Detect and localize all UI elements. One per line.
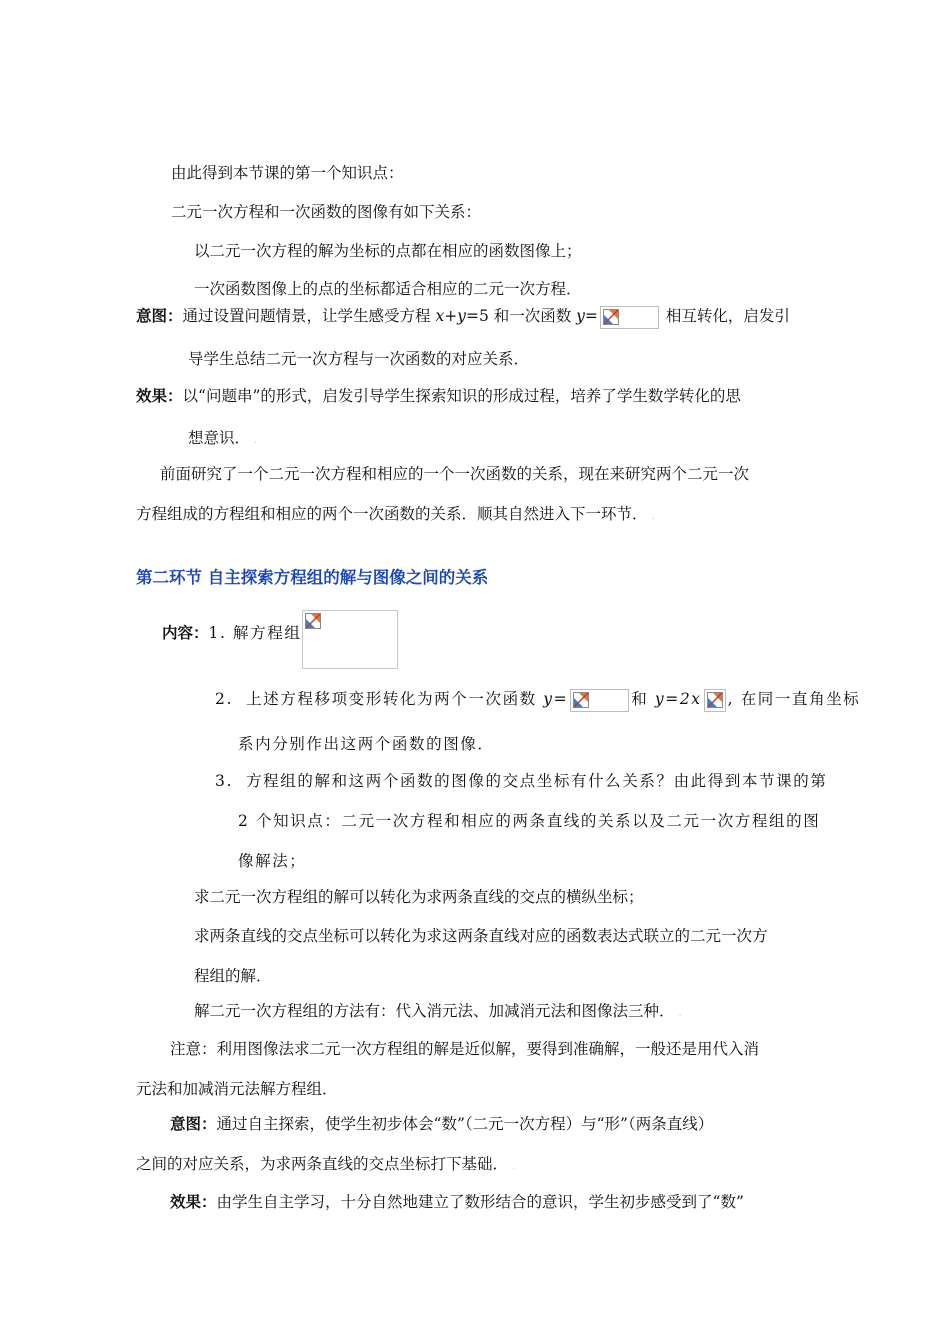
broken-image-icon (573, 692, 589, 708)
knowledge-point-1: 求二元一次方程组的解可以转化为求两条直线的交点的横纵坐标； (194, 888, 644, 906)
broken-image-icon (305, 613, 321, 629)
broken-image-icon (603, 309, 619, 325)
effect-label-2: 效果： (170, 1193, 217, 1211)
effect-paragraph-1: 效果：以“问题串”的形式，启发引导学生探索知识的形成过程，培养了学生数学转化的思 (136, 387, 741, 405)
broken-image-icon (707, 692, 723, 708)
content-item-3-line3: 像解法； (238, 852, 307, 870)
transition-paragraph: 前面研究了一个二元一次方程和相应的一个一次函数的关系，现在来研究两个二元一次 (160, 465, 750, 483)
paragraph-relation-intro: 二元一次方程和一次函数的图像有如下关系： (171, 203, 482, 221)
knowledge-point-2: 求两条直线的交点坐标可以转化为求这两条直线对应的函数表达式联立的二元一次方 (194, 927, 768, 945)
content-item-3: 3. 方程组的解和这两个函数的图像的交点坐标有什么关系？由此得到本节课的第 (215, 772, 828, 790)
section-heading: 第二环节 自主探索方程组的解与图像之间的关系 (136, 568, 489, 587)
effect-label: 效果： (136, 387, 183, 405)
relation-point-2: 一次函数图像上的点的坐标都适合相应的二元一次方程． (194, 280, 582, 298)
function-image-placeholder (570, 689, 629, 712)
content-item-2-cont: 系内分别作出这两个函数的图像． (238, 735, 495, 753)
function-image-placeholder-2 (704, 689, 726, 712)
methods-paragraph: 解二元一次方程组的方法有：代入消元法、加减消元法和图像法三种． . (194, 1002, 682, 1020)
relation-point-1: 以二元一次方程的解为坐标的点都在相应的函数图像上； (194, 242, 582, 260)
paragraph-knowledge-intro: 由此得到本节课的第一个知识点： (171, 164, 404, 182)
intent-paragraph-2: 意图：通过自主探索，使学生初步体会“数”（二元一次方程）与“形”（两条直线） (170, 1115, 714, 1133)
equation-system-image-placeholder (302, 610, 398, 669)
transition-paragraph-cont: 方程组成的方程组和相应的两个一次函数的关系．顺其自然进入下一环节． . (136, 505, 655, 523)
intent-label-2: 意图： (170, 1115, 217, 1133)
note-paragraph: 注意：利用图像法求二元一次方程组的解是近似解，要得到准确解，一般还是用代入消 (170, 1040, 760, 1058)
effect-paragraph-2: 效果：由学生自主学习，十分自然地建立了数形结合的意识，学生初步感受到了“数” (170, 1193, 744, 1211)
note-paragraph-cont: 元法和加减消元法解方程组． (136, 1080, 338, 1098)
intent-paragraph-2-cont: 之间的对应关系，为求两条直线的交点坐标打下基础． . (136, 1155, 516, 1173)
knowledge-point-2-cont: 程组的解． (194, 967, 272, 985)
intent-paragraph-1: 意图：通过设置问题情景，让学生感受方程 x+y=5 和一次函数 y= 相互转化，启发引 (136, 305, 790, 329)
intent-label: 意图： (136, 307, 183, 325)
effect-paragraph-1-cont: 想意识． . (188, 429, 258, 447)
formula-image-placeholder (600, 306, 659, 329)
content-item-2: 2. 上述方程移项变形转化为两个一次函数 y= 和 y=2x , 在同一直角坐标 (215, 688, 860, 712)
content-label: 内容： (162, 624, 209, 642)
content-item-3-line2: 2 个知识点：二元一次方程和相应的两条直线的关系以及二元一次方程组的图 (238, 812, 821, 830)
content-item-1: 内容：1. 解方程组 (162, 624, 302, 642)
intent-paragraph-1-cont: 导学生总结二元一次方程与一次函数的对应关系． (188, 350, 530, 368)
